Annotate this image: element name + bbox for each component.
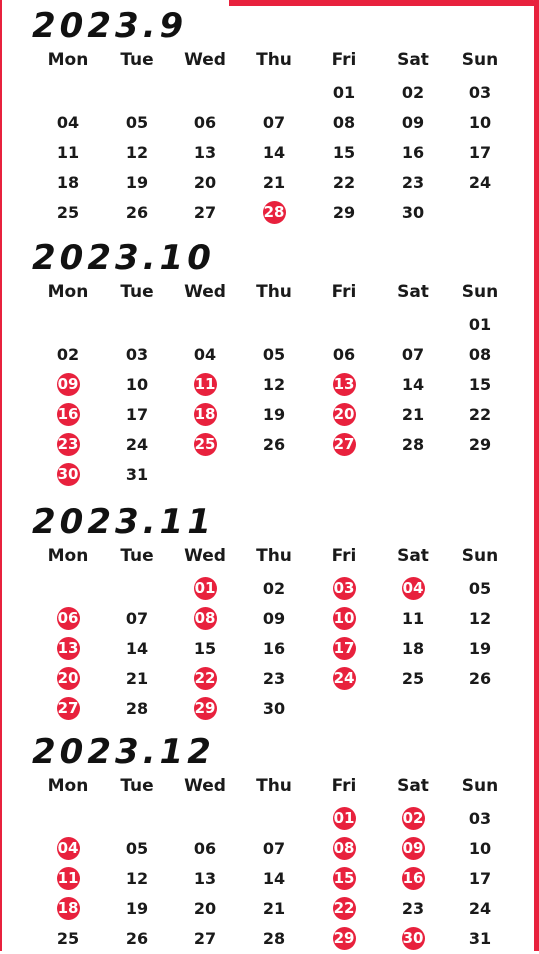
date-number: 02 (56, 345, 80, 364)
weekday-label: Sun (461, 546, 499, 566)
date-cell[interactable] (50, 340, 86, 370)
date-number: 09 (401, 113, 425, 132)
date-number: 25 (56, 203, 80, 222)
date-cell[interactable] (462, 78, 498, 108)
date-number: 15 (332, 143, 356, 162)
date-number: 30 (401, 203, 425, 222)
date-number: 19 (468, 639, 492, 658)
date-number: 12 (262, 375, 286, 394)
date-number: 03 (125, 345, 149, 364)
date-number: 16 (262, 639, 286, 658)
date-number: 17 (333, 637, 356, 660)
date-cell[interactable] (119, 430, 155, 460)
date-cell[interactable] (326, 168, 362, 198)
date-cell[interactable] (50, 198, 86, 228)
date-number: 24 (125, 435, 149, 454)
date-cell[interactable] (256, 138, 292, 168)
date-cell[interactable] (326, 198, 362, 228)
date-cell[interactable] (395, 400, 431, 430)
date-cell[interactable] (187, 198, 223, 228)
date-number: 28 (125, 699, 149, 718)
marked-date[interactable] (50, 664, 86, 694)
date-cell[interactable] (395, 198, 431, 228)
weekday-label: Thu (256, 776, 292, 796)
weekday-label: Fri (331, 546, 357, 566)
marked-date[interactable] (50, 694, 86, 724)
date-cell[interactable] (119, 634, 155, 664)
weekday-label: Mon (47, 282, 89, 302)
date-number: 27 (333, 433, 356, 456)
date-number: 22 (194, 667, 217, 690)
date-number: 08 (194, 607, 217, 630)
weekday-label: Mon (47, 776, 89, 796)
date-number: 24 (468, 173, 492, 192)
date-number: 29 (332, 203, 356, 222)
marked-date[interactable] (326, 804, 362, 834)
date-cell[interactable] (187, 894, 223, 924)
date-number: 15 (468, 375, 492, 394)
marked-date[interactable] (326, 664, 362, 694)
marked-date[interactable] (395, 804, 431, 834)
date-cell[interactable] (50, 108, 86, 138)
date-number: 31 (125, 465, 149, 484)
date-number: 27 (57, 697, 80, 720)
date-number: 09 (262, 609, 286, 628)
date-number: 29 (333, 927, 356, 950)
date-cell[interactable] (256, 108, 292, 138)
marked-date[interactable] (50, 634, 86, 664)
weekday-label: Sun (461, 776, 499, 796)
date-number: 24 (333, 667, 356, 690)
weekday-label: Sat (397, 776, 429, 796)
date-number: 26 (468, 669, 492, 688)
date-number: 11 (56, 143, 80, 162)
date-number: 04 (402, 577, 425, 600)
weekday-label: Sat (397, 50, 429, 70)
date-cell[interactable] (395, 894, 431, 924)
date-cell[interactable] (256, 400, 292, 430)
date-cell[interactable] (119, 694, 155, 724)
date-cell[interactable] (395, 370, 431, 400)
date-number: 05 (468, 579, 492, 598)
date-number: 16 (402, 867, 425, 890)
weekday-label: Fri (331, 282, 357, 302)
date-number: 07 (125, 609, 149, 628)
weekday-label: Mon (47, 546, 89, 566)
date-cell[interactable] (256, 864, 292, 894)
weekday-label: Tue (120, 282, 154, 302)
marked-date[interactable] (187, 400, 223, 430)
date-number: 28 (262, 929, 286, 948)
date-number: 10 (333, 607, 356, 630)
date-number: 19 (125, 899, 149, 918)
date-cell[interactable] (395, 108, 431, 138)
marked-date[interactable] (187, 604, 223, 634)
weekday-label: Mon (47, 50, 89, 70)
date-cell[interactable] (395, 664, 431, 694)
date-cell[interactable] (119, 138, 155, 168)
date-cell[interactable] (256, 340, 292, 370)
date-number: 06 (193, 113, 217, 132)
weekday-label: Tue (120, 50, 154, 70)
date-cell[interactable] (326, 138, 362, 168)
date-number: 26 (125, 203, 149, 222)
marked-date[interactable] (50, 604, 86, 634)
weekday-label: Thu (256, 546, 292, 566)
date-cell[interactable] (326, 108, 362, 138)
decorative-top-border (229, 0, 539, 6)
marked-date[interactable] (50, 400, 86, 430)
marked-date[interactable] (326, 574, 362, 604)
date-number: 03 (468, 809, 492, 828)
date-number: 16 (57, 403, 80, 426)
date-cell[interactable] (119, 834, 155, 864)
marked-date[interactable] (256, 198, 292, 228)
date-cell[interactable] (119, 924, 155, 954)
date-cell[interactable] (119, 370, 155, 400)
date-number: 28 (401, 435, 425, 454)
date-cell[interactable] (462, 664, 498, 694)
weekday-label: Thu (256, 50, 292, 70)
marked-date[interactable] (187, 370, 223, 400)
date-cell[interactable] (119, 894, 155, 924)
date-cell[interactable] (256, 430, 292, 460)
date-cell[interactable] (119, 198, 155, 228)
weekday-header (0, 277, 539, 307)
date-cell[interactable] (119, 400, 155, 430)
date-number: 23 (262, 669, 286, 688)
marked-date[interactable] (326, 924, 362, 954)
date-cell[interactable] (187, 108, 223, 138)
date-cell[interactable] (462, 834, 498, 864)
date-number: 28 (263, 201, 286, 224)
date-number: 21 (125, 669, 149, 688)
date-number: 10 (468, 839, 492, 858)
date-cell[interactable] (462, 310, 498, 340)
date-number: 25 (401, 669, 425, 688)
marked-date[interactable] (187, 694, 223, 724)
date-number: 26 (262, 435, 286, 454)
date-cell[interactable] (187, 864, 223, 894)
date-number: 24 (468, 899, 492, 918)
marked-date[interactable] (326, 864, 362, 894)
date-cell[interactable] (462, 430, 498, 460)
date-number: 25 (194, 433, 217, 456)
date-number: 05 (125, 113, 149, 132)
date-cell[interactable] (462, 400, 498, 430)
date-number: 29 (194, 697, 217, 720)
marked-date[interactable] (50, 460, 86, 490)
date-number: 12 (125, 143, 149, 162)
date-number: 07 (262, 839, 286, 858)
date-cell[interactable] (50, 168, 86, 198)
date-cell[interactable] (395, 604, 431, 634)
date-cell[interactable] (256, 634, 292, 664)
date-cell[interactable] (462, 168, 498, 198)
date-number: 21 (262, 173, 286, 192)
date-cell[interactable] (395, 168, 431, 198)
date-number: 23 (57, 433, 80, 456)
date-number: 23 (401, 173, 425, 192)
date-number: 17 (125, 405, 149, 424)
date-number: 20 (333, 403, 356, 426)
month-title: 2023.10 (32, 238, 215, 278)
date-cell[interactable] (256, 574, 292, 604)
date-cell[interactable] (256, 168, 292, 198)
date-number: 21 (262, 899, 286, 918)
date-number: 13 (57, 637, 80, 660)
marked-date[interactable] (326, 834, 362, 864)
date-number: 30 (57, 463, 80, 486)
marked-date[interactable] (50, 894, 86, 924)
date-number: 22 (333, 897, 356, 920)
marked-date[interactable] (326, 370, 362, 400)
date-number: 21 (401, 405, 425, 424)
date-number: 20 (57, 667, 80, 690)
date-cell[interactable] (187, 834, 223, 864)
date-number: 02 (402, 807, 425, 830)
date-number: 17 (468, 143, 492, 162)
date-number: 18 (56, 173, 80, 192)
date-number: 05 (125, 839, 149, 858)
date-number: 27 (193, 203, 217, 222)
weekday-label: Wed (184, 776, 226, 796)
date-number: 04 (57, 837, 80, 860)
date-cell[interactable] (119, 168, 155, 198)
date-number: 30 (262, 699, 286, 718)
date-cell[interactable] (187, 340, 223, 370)
date-number: 12 (468, 609, 492, 628)
weekday-label: Tue (120, 546, 154, 566)
date-cell[interactable] (462, 924, 498, 954)
date-number: 15 (333, 867, 356, 890)
date-number: 06 (57, 607, 80, 630)
weekday-label: Wed (184, 50, 226, 70)
date-cell[interactable] (256, 694, 292, 724)
marked-date[interactable] (187, 574, 223, 604)
date-cell[interactable] (395, 78, 431, 108)
marked-date[interactable] (395, 864, 431, 894)
date-cell[interactable] (187, 138, 223, 168)
date-number: 23 (401, 899, 425, 918)
date-cell[interactable] (256, 370, 292, 400)
weekday-header (0, 541, 539, 571)
month-title: 2023.12 (32, 732, 215, 772)
date-number: 20 (193, 899, 217, 918)
date-number: 02 (262, 579, 286, 598)
date-number: 04 (193, 345, 217, 364)
weekday-label: Tue (120, 776, 154, 796)
date-number: 08 (333, 837, 356, 860)
date-cell[interactable] (119, 340, 155, 370)
date-number: 06 (332, 345, 356, 364)
date-number: 12 (125, 869, 149, 888)
weekday-label: Sun (461, 50, 499, 70)
date-cell[interactable] (462, 604, 498, 634)
weekday-label: Sun (461, 282, 499, 302)
date-number: 10 (125, 375, 149, 394)
date-cell[interactable] (462, 138, 498, 168)
weekday-label: Sat (397, 282, 429, 302)
date-cell[interactable] (462, 108, 498, 138)
date-number: 14 (125, 639, 149, 658)
date-cell[interactable] (395, 138, 431, 168)
marked-date[interactable] (50, 864, 86, 894)
date-cell[interactable] (119, 664, 155, 694)
month-title: 2023.11 (32, 502, 215, 542)
date-cell[interactable] (187, 634, 223, 664)
date-cell[interactable] (326, 78, 362, 108)
marked-date[interactable] (326, 634, 362, 664)
weekday-header (0, 45, 539, 75)
date-number: 16 (401, 143, 425, 162)
date-number: 22 (332, 173, 356, 192)
date-cell[interactable] (256, 924, 292, 954)
date-cell[interactable] (395, 340, 431, 370)
marked-date[interactable] (187, 664, 223, 694)
date-number: 03 (468, 83, 492, 102)
marked-date[interactable] (326, 604, 362, 634)
date-number: 04 (56, 113, 80, 132)
date-number: 07 (262, 113, 286, 132)
date-number: 25 (56, 929, 80, 948)
marked-date[interactable] (50, 430, 86, 460)
marked-date[interactable] (50, 370, 86, 400)
date-cell[interactable] (50, 138, 86, 168)
date-cell[interactable] (462, 804, 498, 834)
marked-date[interactable] (395, 924, 431, 954)
date-number: 11 (401, 609, 425, 628)
date-number: 26 (125, 929, 149, 948)
weekday-label: Sat (397, 546, 429, 566)
date-number: 18 (57, 897, 80, 920)
date-number: 08 (468, 345, 492, 364)
date-cell[interactable] (462, 370, 498, 400)
date-number: 09 (57, 373, 80, 396)
date-cell[interactable] (256, 664, 292, 694)
date-number: 20 (193, 173, 217, 192)
marked-date[interactable] (326, 430, 362, 460)
date-number: 17 (468, 869, 492, 888)
date-cell[interactable] (119, 864, 155, 894)
date-cell[interactable] (462, 864, 498, 894)
date-number: 19 (262, 405, 286, 424)
date-cell[interactable] (326, 340, 362, 370)
marked-date[interactable] (326, 400, 362, 430)
date-cell[interactable] (462, 894, 498, 924)
weekday-label: Wed (184, 282, 226, 302)
date-number: 18 (194, 403, 217, 426)
weekday-label: Fri (331, 50, 357, 70)
date-cell[interactable] (187, 924, 223, 954)
marked-date[interactable] (395, 574, 431, 604)
date-number: 22 (468, 405, 492, 424)
date-cell[interactable] (119, 460, 155, 490)
date-number: 27 (193, 929, 217, 948)
date-cell[interactable] (187, 168, 223, 198)
date-cell[interactable] (256, 834, 292, 864)
date-number: 13 (333, 373, 356, 396)
date-number: 10 (468, 113, 492, 132)
decorative-right-border (534, 0, 539, 951)
date-number: 13 (193, 143, 217, 162)
decorative-left-border (0, 0, 2, 951)
date-number: 01 (468, 315, 492, 334)
date-number: 11 (194, 373, 217, 396)
date-number: 14 (262, 143, 286, 162)
date-number: 29 (468, 435, 492, 454)
date-number: 01 (332, 83, 356, 102)
date-cell[interactable] (462, 340, 498, 370)
month-title: 2023.9 (32, 6, 188, 46)
date-number: 13 (193, 869, 217, 888)
date-number: 11 (57, 867, 80, 890)
date-number: 18 (401, 639, 425, 658)
marked-date[interactable] (187, 430, 223, 460)
date-number: 01 (194, 577, 217, 600)
date-number: 06 (193, 839, 217, 858)
date-cell[interactable] (395, 430, 431, 460)
date-number: 05 (262, 345, 286, 364)
date-number: 01 (333, 807, 356, 830)
date-number: 15 (193, 639, 217, 658)
date-cell[interactable] (256, 894, 292, 924)
date-number: 02 (401, 83, 425, 102)
weekday-label: Fri (331, 776, 357, 796)
date-cell[interactable] (50, 924, 86, 954)
date-number: 31 (468, 929, 492, 948)
weekday-label: Wed (184, 546, 226, 566)
date-cell[interactable] (119, 108, 155, 138)
marked-date[interactable] (50, 834, 86, 864)
date-cell[interactable] (395, 634, 431, 664)
date-number: 14 (262, 869, 286, 888)
marked-date[interactable] (395, 834, 431, 864)
date-number: 03 (333, 577, 356, 600)
date-cell[interactable] (462, 634, 498, 664)
marked-date[interactable] (326, 894, 362, 924)
date-number: 14 (401, 375, 425, 394)
date-number: 30 (402, 927, 425, 950)
weekday-label: Thu (256, 282, 292, 302)
date-cell[interactable] (462, 574, 498, 604)
date-number: 19 (125, 173, 149, 192)
date-cell[interactable] (119, 604, 155, 634)
weekday-header (0, 771, 539, 801)
date-number: 08 (332, 113, 356, 132)
date-number: 09 (402, 837, 425, 860)
date-cell[interactable] (256, 604, 292, 634)
date-number: 07 (401, 345, 425, 364)
